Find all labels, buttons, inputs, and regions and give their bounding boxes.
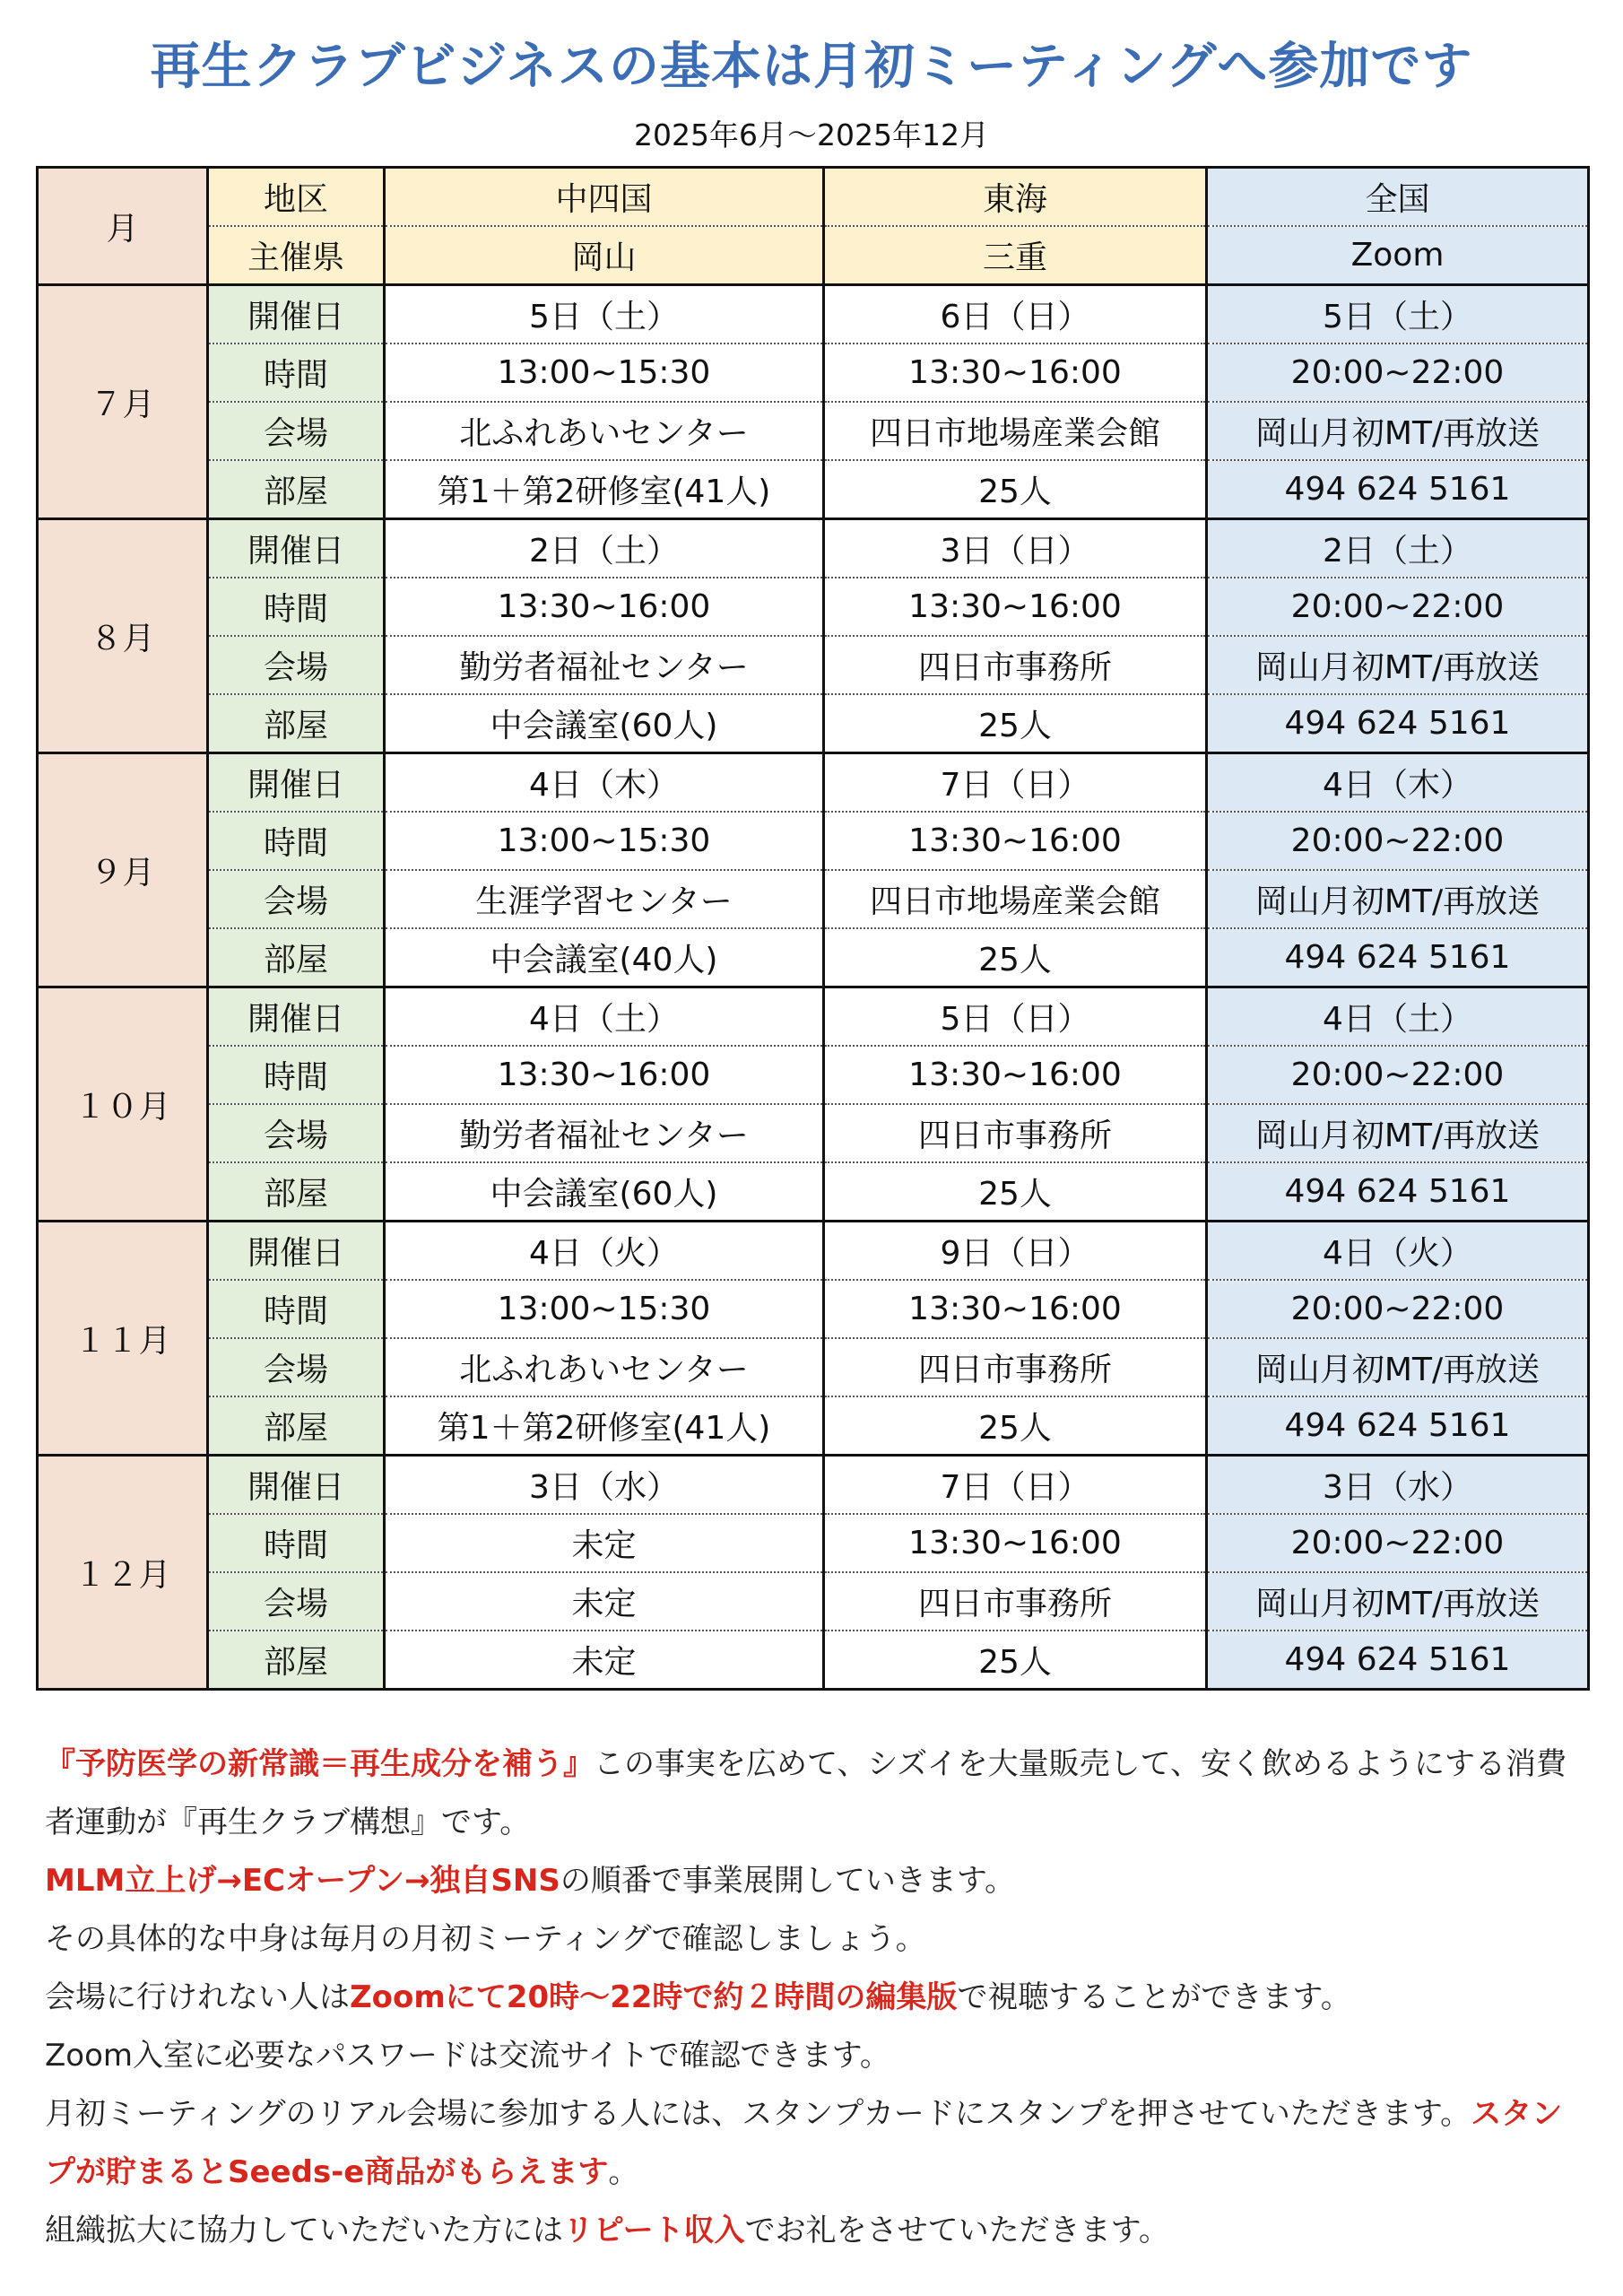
table-row — [38, 402, 1589, 460]
chushikoku-venue-cell: 生涯学習センター — [385, 870, 824, 928]
chushikoku-venue-cell: 勤労者福祉センター — [385, 1104, 824, 1162]
month-cell: １２月 — [38, 1456, 208, 1690]
table-row — [38, 1338, 1589, 1396]
paragraph-text: でお礼をさせていただきます。 — [744, 2213, 1169, 2248]
tokai-date-cell: 7日（日） — [824, 1456, 1207, 1515]
tokai-room-cell: 25人 — [824, 1162, 1207, 1222]
zoom-date-cell: 4日（土） — [1207, 987, 1589, 1047]
table-row — [38, 987, 1589, 1047]
chushikoku-date-cell: 2日（土） — [385, 519, 824, 578]
tokai-time-cell: 13:30~16:00 — [824, 1280, 1207, 1338]
chushikoku-room-cell: 第1＋第2研修室(41人) — [385, 460, 824, 519]
paragraph-text: 月初ミーティングのリアル会場に参加する人には、スタンプカードにスタンプを押させていただきます。 — [45, 2096, 1471, 2132]
zoom-time-cell: 20:00~22:00 — [1207, 578, 1589, 636]
host-okayama: 岡山 — [385, 226, 824, 285]
table-row — [38, 1046, 1589, 1104]
row-label-time: 時間 — [208, 1280, 385, 1338]
zoom-room-cell: 494 624 5161 — [1207, 1631, 1589, 1690]
chushikoku-time-cell: 13:00~15:30 — [385, 1280, 824, 1338]
row-label-venue: 会場 — [208, 1104, 385, 1162]
row-label-venue: 会場 — [208, 636, 385, 694]
row-label-room: 部屋 — [208, 928, 385, 987]
page-title: 再生クラブビジネスの基本は月初ミーティングへ参加です — [150, 38, 1473, 96]
highlight-text: リピート収入 — [563, 2213, 745, 2248]
table-row — [38, 578, 1589, 636]
month-header: 月 — [38, 168, 208, 285]
tokai-venue-cell: 四日市地場産業会館 — [824, 870, 1207, 928]
host-zoom: Zoom — [1207, 226, 1589, 285]
month-cell: ９月 — [38, 753, 208, 987]
tokai-venue-cell: 四日市事務所 — [824, 636, 1207, 694]
paragraph-7 — [45, 2202, 1587, 2260]
row-label-room: 部屋 — [208, 694, 385, 753]
row-label-venue: 会場 — [208, 870, 385, 928]
zoom-room-cell: 494 624 5161 — [1207, 1396, 1589, 1456]
table-row — [38, 285, 1589, 344]
tokai-date-cell: 5日（日） — [824, 987, 1207, 1047]
chushikoku-room-cell: 中会議室(60人) — [385, 1162, 824, 1222]
host-mie: 三重 — [824, 226, 1207, 285]
table-row — [38, 344, 1589, 402]
chushikoku-room-cell: 未定 — [385, 1631, 824, 1690]
row-label-venue: 会場 — [208, 1338, 385, 1396]
paragraph-5: Zoom入室に必要なパスワードは交流サイトで確認できます。 — [45, 2038, 890, 2074]
tokai-time-cell: 13:30~16:00 — [824, 1046, 1207, 1104]
paragraph-text: 組織拡大に協力していただいた方には — [45, 2213, 563, 2248]
month-cell: １１月 — [38, 1222, 208, 1456]
highlight-text: Zoomにて20時～22時で約２時間の編集版 — [350, 1979, 958, 2015]
chushikoku-venue-cell: 北ふれあいセンター — [385, 1338, 824, 1396]
tokai-date-cell: 6日（日） — [824, 285, 1207, 344]
zoom-date-cell: 3日（水） — [1207, 1456, 1589, 1515]
table-row — [38, 1222, 1589, 1281]
paragraph-2 — [45, 1852, 1587, 1910]
tokai-time-cell: 13:30~16:00 — [824, 578, 1207, 636]
zoom-time-cell: 20:00~22:00 — [1207, 1046, 1589, 1104]
zoom-date-cell: 5日（土） — [1207, 285, 1589, 344]
zoom-venue-cell: 岡山月初MT/再放送 — [1207, 1572, 1589, 1631]
zoom-venue-cell: 岡山月初MT/再放送 — [1207, 636, 1589, 694]
tokai-room-cell: 25人 — [824, 928, 1207, 987]
table-row — [38, 870, 1589, 928]
tokai-room-cell: 25人 — [824, 460, 1207, 519]
region-national: 全国 — [1207, 168, 1589, 227]
month-cell: １０月 — [38, 987, 208, 1222]
chushikoku-date-cell: 3日（水） — [385, 1456, 824, 1515]
zoom-time-cell: 20:00~22:00 — [1207, 344, 1589, 402]
row-label-time: 時間 — [208, 578, 385, 636]
table-row — [38, 460, 1589, 519]
paragraph-text: 。 — [608, 2154, 639, 2190]
paragraph-4 — [45, 1969, 1587, 2027]
chushikoku-date-cell: 4日（木） — [385, 753, 824, 813]
zoom-date-cell: 4日（火） — [1207, 1222, 1589, 1281]
tokai-date-cell: 7日（日） — [824, 753, 1207, 813]
paragraph-text: この事実を広めて、シズイを大量販売して、安く飲めるようにする消費者運動が『再生クラブ構想』です。 — [45, 1746, 1567, 1840]
tokai-room-cell: 25人 — [824, 694, 1207, 753]
row-label-time: 時間 — [208, 812, 385, 870]
zoom-room-cell: 494 624 5161 — [1207, 694, 1589, 753]
chushikoku-date-cell: 5日（土） — [385, 285, 824, 344]
chushikoku-time-cell: 未定 — [385, 1514, 824, 1572]
table-row — [38, 1162, 1589, 1222]
row-label-date: 開催日 — [208, 519, 385, 578]
meeting-schedule-table — [36, 166, 1590, 1691]
table-row — [38, 636, 1589, 694]
host-label: 主催県 — [208, 226, 385, 285]
row-label-time: 時間 — [208, 344, 385, 402]
tokai-room-cell: 25人 — [824, 1631, 1207, 1690]
chushikoku-room-cell: 中会議室(40人) — [385, 928, 824, 987]
description-text — [45, 1735, 1587, 2260]
row-label-date: 開催日 — [208, 987, 385, 1047]
region-label: 地区 — [208, 168, 385, 227]
row-label-date: 開催日 — [208, 1456, 385, 1515]
paragraph-text: の順番で事業展開していきます。 — [560, 1863, 1016, 1899]
table-row — [38, 1456, 1589, 1515]
tokai-time-cell: 13:30~16:00 — [824, 344, 1207, 402]
zoom-venue-cell: 岡山月初MT/再放送 — [1207, 1104, 1589, 1162]
zoom-date-cell: 2日（土） — [1207, 519, 1589, 578]
table-row — [38, 519, 1589, 578]
table-row — [38, 812, 1589, 870]
period-label: 2025年6月～2025年12月 — [634, 117, 989, 152]
table-row — [38, 1280, 1589, 1338]
paragraph-text: 会場に行けれない人は — [45, 1979, 350, 2015]
row-label-room: 部屋 — [208, 1162, 385, 1222]
tokai-date-cell: 9日（日） — [824, 1222, 1207, 1281]
month-cell: ８月 — [38, 519, 208, 753]
zoom-time-cell: 20:00~22:00 — [1207, 1280, 1589, 1338]
row-label-venue: 会場 — [208, 1572, 385, 1631]
highlight-text: MLM立上げ→ECオープン→独自SNS — [45, 1863, 560, 1899]
paragraph-3: その具体的な中身は毎月の月初ミーティングで確認しましょう。 — [45, 1921, 926, 1957]
chushikoku-venue-cell: 勤労者福祉センター — [385, 636, 824, 694]
tokai-venue-cell: 四日市事務所 — [824, 1338, 1207, 1396]
table-row — [38, 1396, 1589, 1456]
zoom-venue-cell: 岡山月初MT/再放送 — [1207, 1338, 1589, 1396]
tokai-venue-cell: 四日市事務所 — [824, 1572, 1207, 1631]
highlight-text: スタンプが貯まるとSeeds-e商品がもらえます — [45, 2096, 1563, 2190]
zoom-room-cell: 494 624 5161 — [1207, 460, 1589, 519]
zoom-venue-cell: 岡山月初MT/再放送 — [1207, 870, 1589, 928]
table-row — [38, 1104, 1589, 1162]
table-row — [38, 694, 1589, 753]
row-label-date: 開催日 — [208, 1222, 385, 1281]
chushikoku-time-cell: 13:00~15:30 — [385, 344, 824, 402]
chushikoku-venue-cell: 未定 — [385, 1572, 824, 1631]
paragraph-6 — [45, 2085, 1587, 2202]
chushikoku-date-cell: 4日（土） — [385, 987, 824, 1047]
zoom-room-cell: 494 624 5161 — [1207, 928, 1589, 987]
chushikoku-time-cell: 13:30~16:00 — [385, 578, 824, 636]
table-row — [38, 1514, 1589, 1572]
zoom-date-cell: 4日（木） — [1207, 753, 1589, 813]
row-label-date: 開催日 — [208, 753, 385, 813]
region-chushikoku: 中四国 — [385, 168, 824, 227]
chushikoku-time-cell: 13:30~16:00 — [385, 1046, 824, 1104]
row-label-date: 開催日 — [208, 285, 385, 344]
paragraph-text: で視聴することができます。 — [957, 1979, 1351, 2015]
row-label-time: 時間 — [208, 1046, 385, 1104]
chushikoku-room-cell: 中会議室(60人) — [385, 694, 824, 753]
tokai-venue-cell: 四日市地場産業会館 — [824, 402, 1207, 460]
zoom-time-cell: 20:00~22:00 — [1207, 812, 1589, 870]
zoom-room-cell: 494 624 5161 — [1207, 1162, 1589, 1222]
table-row — [38, 928, 1589, 987]
table-row — [38, 753, 1589, 813]
month-cell: ７月 — [38, 285, 208, 519]
table-row — [38, 1631, 1589, 1690]
chushikoku-room-cell: 第1＋第2研修室(41人) — [385, 1396, 824, 1456]
zoom-time-cell: 20:00~22:00 — [1207, 1514, 1589, 1572]
paragraph-1 — [45, 1735, 1587, 1852]
chushikoku-time-cell: 13:00~15:30 — [385, 812, 824, 870]
chushikoku-venue-cell: 北ふれあいセンター — [385, 402, 824, 460]
tokai-time-cell: 13:30~16:00 — [824, 1514, 1207, 1572]
tokai-room-cell: 25人 — [824, 1396, 1207, 1456]
tokai-date-cell: 3日（日） — [824, 519, 1207, 578]
row-label-venue: 会場 — [208, 402, 385, 460]
region-tokai: 東海 — [824, 168, 1207, 227]
row-label-time: 時間 — [208, 1514, 385, 1572]
table-row — [38, 1572, 1589, 1631]
row-label-room: 部屋 — [208, 1631, 385, 1690]
row-label-room: 部屋 — [208, 1396, 385, 1456]
tokai-time-cell: 13:30~16:00 — [824, 812, 1207, 870]
chushikoku-date-cell: 4日（火） — [385, 1222, 824, 1281]
highlight-text: 『予防医学の新常識＝再生成分を補う』 — [45, 1746, 594, 1782]
zoom-venue-cell: 岡山月初MT/再放送 — [1207, 402, 1589, 460]
tokai-venue-cell: 四日市事務所 — [824, 1104, 1207, 1162]
row-label-room: 部屋 — [208, 460, 385, 519]
